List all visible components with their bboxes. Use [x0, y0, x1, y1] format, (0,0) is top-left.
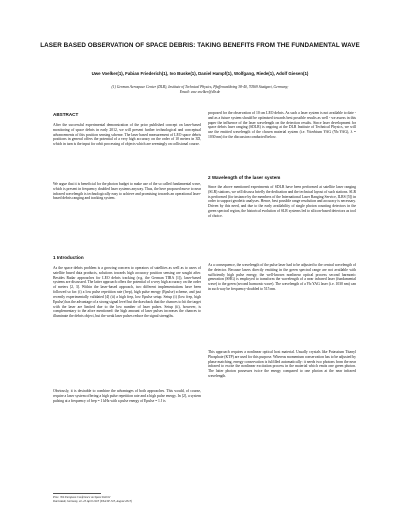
right-paragraph-3: This approach requires a nonlinear optical host material. Usually crystals like Potassium Titanyl Phosphate (KTP) are used for this purpose. Whereas momentum conservation has to be adjusted by phase matching, energy conservation is fulfilled automatically: it needs two photons from the near infrared to excite the nonlinear excitation process in the material which emits one green photon. The latter photon possesses twice the energy compared to one photon at the near infrared wavelength. — [208, 350, 356, 379]
section-heading-wavelength: 2 Wavelength of the laser system — [208, 175, 281, 180]
section-heading-introduction: 1 Introduction — [53, 255, 84, 260]
affiliation — [40, 85, 360, 95]
paper-title: LASER BASED OBSERVATION OF SPACE DEBRIS: TAKING BENEFITS FROM THE FUNDAMENTAL WAVE — [40, 42, 360, 49]
footnote-line-2: Darmstadt, Germany, 22–25 April 2013 (ESA SP-723, August 2013) — [53, 498, 132, 503]
abstract-heading: ABSTRACT — [53, 112, 79, 117]
footnote-line-1: Proc. '6th European Conference on Space Debris' — [53, 495, 111, 499]
abstract-paragraph-2: We argue that it is beneficial for the photon budget to make use of the so called fundamental wave, which is present in frequency doubled laser systems anyway. Thus, the here proposed move to near infrared wavelength is technologically easy to achieve and promising towards an operational laser-based debris ranging and tracking system. — [53, 182, 201, 201]
affiliation-email: Email: uwe.voelker@dlr.de — [179, 89, 221, 94]
author-list: Uwe Voelker(1), Fabian Friederich(1), Ivo Buske(1), Daniel Hampf(1), Wolfgang, Riede(1), Adolf Giesen(1) — [91, 71, 309, 76]
footnote-rule — [53, 493, 101, 494]
right-paragraph-2: As a consequence, the wavelength of the pulse laser had to be adjusted to the central wavelength of the detector. Because lasers directly emitting in the green spectral range are not available with sufficiently high pulse energy, the well-known nonlinear optical process second harmonic generation (SHG) is employed to transform the wavelength of a near infrared laser (fundamental wave) to the green (second harmonic wave). The wavelength of a Yb:YAG laser (i.e. 1030 nm) can in such way be frequency-doubled to 515 nm. — [208, 263, 356, 292]
abstract-paragraph-1: After the successful experimental demonstration of the prior published concept on laser-based monitoring of space debris in early 2012, we will present further technological and conceptual advancements of this position sensing scheme. The laser based measurement of LEO space debris positions in general offers the potential of a very high accuracy on the order of 10 meters in 3D, which in turn is the input for orbit processing of objects which are seemingly on collisional course. — [53, 123, 201, 147]
intro-paragraph-2: Obviously, it is desirable to combine the advantages of both approaches. This would, of course, require a laser system offering a high pulse repetition rate and a high pulse energy. In [2], a system pulsing at a frequency of frep = 1 kHz with a pulse energy of Epulse = 1 J is — [53, 389, 201, 403]
conference-footnote — [53, 496, 203, 503]
right-paragraph-0: proposed for the observation of 10 cm LEO debris. As such a laser system is not available to date - and as a future system should be optimised towards best possible results as well - we assess in this paper the influence of the laser wavelength on the detection results. Since laser development for space debris laser ranging (SDLR) is ongoing at the DLR Institute of Technical Physics, we will use the emitted wavelength of the chosen material system (i.e. Ytterbium YAG (Yb:YAG), λ = 1030 nm) for the discussion conducted below. — [208, 111, 356, 140]
intro-paragraph-1: As the space debris problem is a growing concern to operators of satellites as well as to users of satellite based data products, solutions towards high accuracy position sensing are sought after. Besides Radar approaches for LEO debris tracking (e.g. the German TIRA [1]), laser-based systems are discussed. The latter approach offers the potential of a very high accuracy on the order of meters [2, 3]. Within the laser-based approach, two different implementations have been followed so far: (i) a low pulse repetition rate (frep), high pulse energy (Epulse) scheme, and just recently experimentally validated [4] (ii) a high frep, low Epulse setup. Setup (i) (low frep, high Epulse) has the advantage of a strong signal level but the drawback that the chances to hit the target with the laser are limited due to the low number of laser pulses. Setup (ii), however, is complementary to the afore mentioned: the high amount of laser pulses increases the chances to illuminate the debris object, but the weak laser pulses reduce the signal strengths. — [53, 266, 201, 319]
right-paragraph-1: Since the above mentioned experiments of SDLR have been performed at satellite laser ranging (SLR) stations, we will discuss briefly the dedication and the technical layout of such stations. SLR is performed (for instance by the members of the International Laser Ranging Service, ILRS [5]) in order to support geodetic analyses. Hence, best possible range resolution and accuracy is necessary. Driven by this need, and due to the early availability of single photon counting detectors in the green spectral region, the historical evolution of SLR systems led to silicon-based detectors as tool of choice. — [208, 185, 356, 218]
affiliation-address: (1) German Aerospace Center (DLR), Institute of Technical Physics, Pfaffenwaldring 38-40, 70569 Stuttgart, Germany; — [111, 85, 289, 89]
